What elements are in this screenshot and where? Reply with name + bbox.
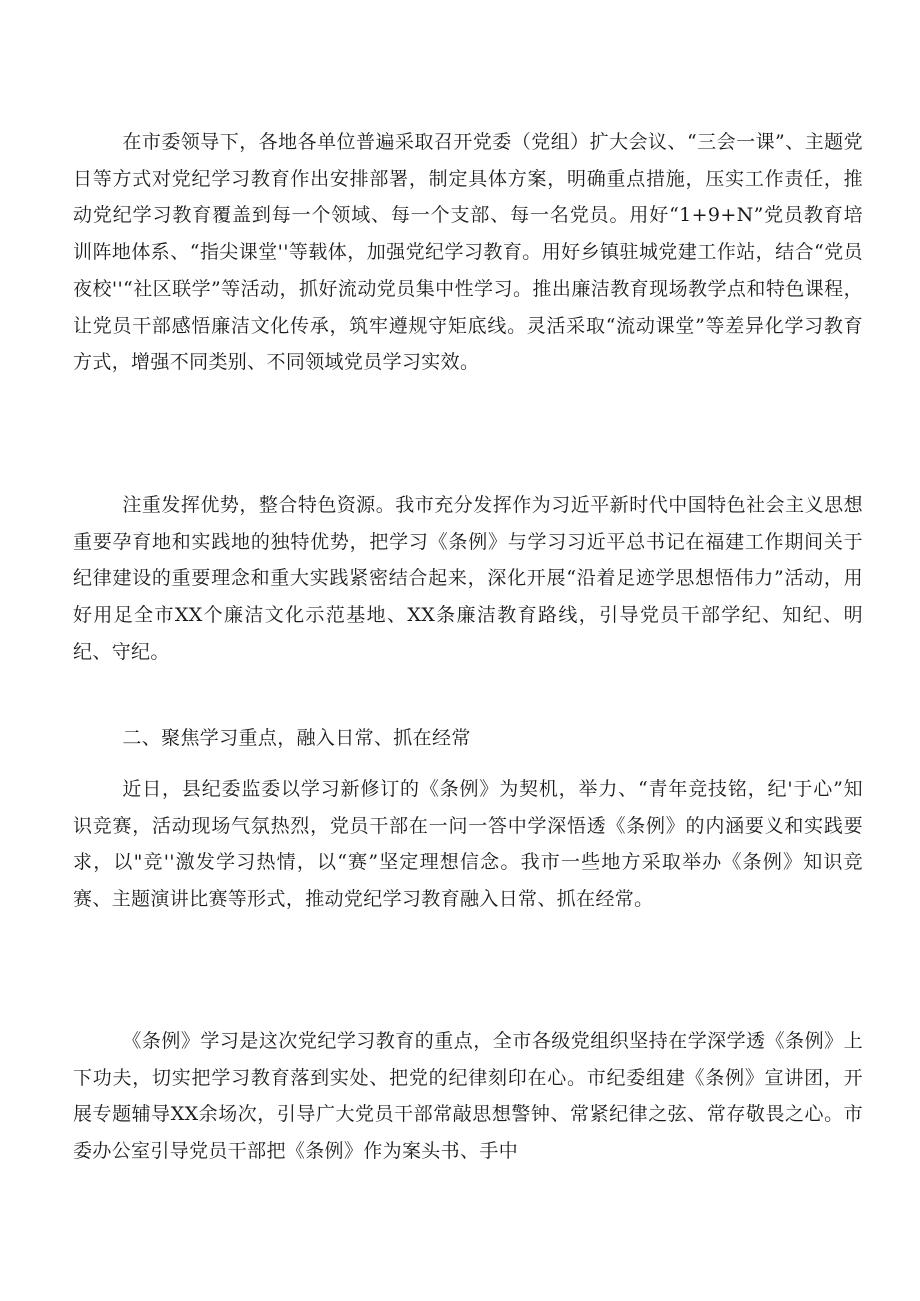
paragraph-party-discipline-deployment: 在市委领导下，各地各单位普遍采取召开党委（党组）扩大会议、“三会一课”、主题党日等方式对党纪学习教育作出安排部署，制定具体方案，明确重点措施，压实工作责任，推动党纪学习教育覆盖到每一个领域、每一个支部、每一名党员。用好“1+9+N”党员教育培训阵地体系、“指尖课堂''等载体，加强党纪学习教育。用好乡镇驻城党建工作站，结合“党员夜校''“社区联学”等活动，抓好流动党员集中性学习。推出廉洁教育现场教学点和特色课程，让党员干部感悟廉洁文化传承，筑牢遵规守矩底线。灵活采取“流动课堂”等差异化学习教育方式，增强不同类别、不同领域党员学习实效。: [73, 131, 863, 374]
section-heading-two: 二、聚焦学习重点，融入日常、抓在经常: [122, 727, 471, 749]
paragraph-knowledge-contest: 近日，县纪委监委以学习新修订的《条例》为契机，举力、“青年竞技铭，纪'于心”知识竞赛，活动现场气氛热烈，党员干部在一问一答中学深悟透《条例》的内涵要义和实践要求，以"竞''激发学习热情，以“赛”坚定理想信念。我市一些地方采取举办《条例》知识竞赛、主题演讲比赛等形式，推动党纪学习教育融入日常、抓在经常。: [73, 778, 863, 911]
paragraph-regulations-study: 《条例》学习是这次党纪学习教育的重点，全市各级党组织坚持在学深学透《条例》上下功夫，切实把学习教育落到实处、把党的纪律刻印在心。市纪委组建《条例》宣讲团，开展专题辅导XX余场次，引导广大党员干部常敲思想警钟、常紧纪律之弦、常存敬畏之心。市委办公室引导党员干部把《条例》作为案头书、手中: [73, 1030, 863, 1163]
paragraph-leverage-advantages: 注重发挥优势，整合特色资源。我市充分发挥作为习近平新时代中国特色社会主义思想重要孕育地和实践地的独特优势，把学习《条例》与学习习近平总书记在福建工作期间关于纪律建设的重要理念和重大实践紧密结合起来，深化开展“沿着足迹学思想悟伟力”活动，用好用足全市XX个廉洁文化示范基地、XX条廉洁教育路线，引导党员干部学纪、知纪、明纪、守纪。: [73, 494, 863, 663]
